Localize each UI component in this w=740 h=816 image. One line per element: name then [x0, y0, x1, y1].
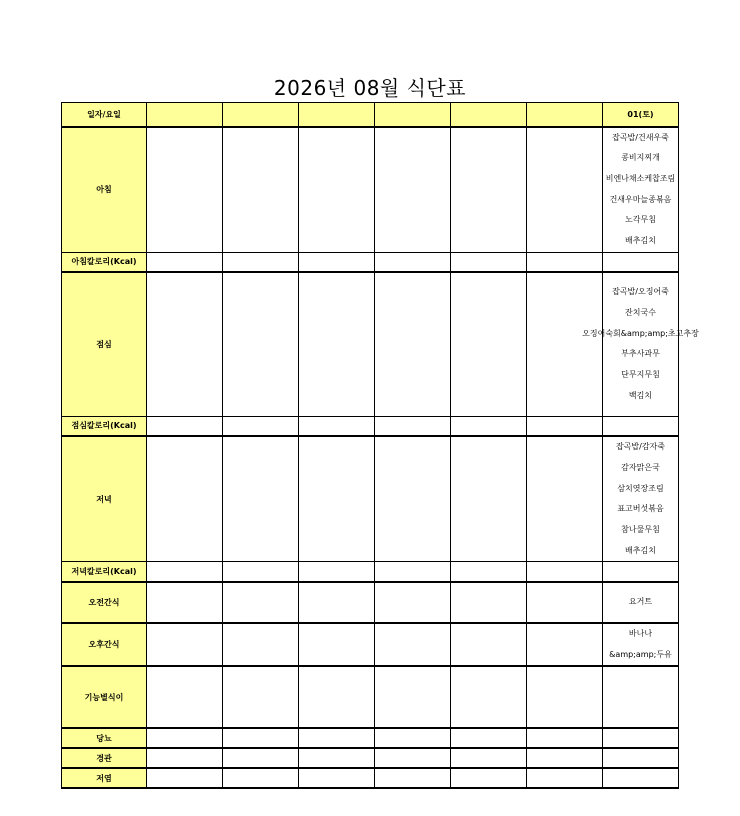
special-diet-label: 기능별식이 [62, 666, 147, 728]
lunch-kcal-label: 점심칼로리(Kcal) [62, 416, 147, 436]
header-label: 일자/요일 [62, 103, 147, 127]
am-snack-row [62, 582, 679, 623]
dinner-kcal-row [62, 562, 679, 582]
breakfast-kcal-label: 아침칼로리(Kcal) [62, 252, 147, 272]
menu-item: 건새우마늘종볶음 [609, 194, 672, 204]
menu-item: &amp;amp;두유 [609, 649, 672, 659]
menu-item: 삼치엿장조림 [617, 483, 664, 493]
diabetes-label: 당뇨 [62, 728, 147, 748]
menu-item: 감자맑은국 [621, 462, 660, 472]
day-header: 01(토) [603, 103, 679, 127]
lunch-label: 점심 [62, 272, 147, 416]
low-salt-row [62, 768, 679, 788]
menu-item: 부추사과무 [621, 349, 660, 359]
day-header [527, 103, 603, 127]
breakfast-label: 아침 [62, 127, 147, 253]
tube-feeding-label: 경관 [62, 748, 147, 768]
header-row [62, 103, 679, 127]
pm-snack-label: 오후간식 [62, 623, 147, 666]
page-title: 2026년 08월 식단표 [273, 76, 467, 100]
menu-item: 배추김치 [625, 545, 656, 555]
day-header [375, 103, 451, 127]
pm-snack-menu [603, 623, 679, 666]
breakfast-kcal-row [62, 252, 679, 272]
dinner-row [62, 436, 679, 562]
menu-item: 잡곡밥/오징어죽 [612, 287, 669, 297]
menu-item: 백김치 [628, 390, 653, 400]
lunch-kcal-row [62, 416, 679, 436]
lunch-row [62, 272, 679, 416]
tube-feeding-row [62, 748, 679, 768]
menu-item: 표고버섯볶음 [617, 504, 664, 514]
menu-item: 비엔나채소케찹조림 [605, 173, 676, 183]
am-snack-label: 오전간식 [62, 582, 147, 623]
menu-item: 잡곡밥/건새우죽 [612, 132, 669, 142]
menu-item: 잔치국수 [625, 308, 656, 318]
menu-item: 단무지무침 [621, 370, 660, 380]
am-snack-menu [603, 582, 679, 623]
dinner-menu [603, 436, 679, 562]
menu-item: 오징어숙회&amp;amp;초고추장 [582, 328, 699, 338]
day-header [223, 103, 299, 127]
day-header [299, 103, 375, 127]
menu-item: 콩비지찌개 [621, 153, 660, 163]
diabetes-row [62, 728, 679, 748]
breakfast-row [62, 127, 679, 253]
dinner-label: 저녁 [62, 436, 147, 562]
menu-item: 노각무침 [625, 215, 656, 225]
special-diet-row [62, 666, 679, 728]
day-header [451, 103, 527, 127]
menu-item: 배추김치 [625, 236, 656, 246]
pm-snack-row [62, 623, 679, 666]
day-header [147, 103, 223, 127]
menu-item: 바나나 [628, 628, 653, 638]
menu-item: 요거트 [628, 597, 653, 607]
low-salt-label: 저염 [62, 768, 147, 788]
meal-plan-table [61, 102, 699, 789]
lunch-menu [582, 272, 699, 416]
menu-item: 잡곡밥/감자죽 [615, 442, 666, 452]
dinner-kcal-label: 저녁칼로리(Kcal) [62, 562, 147, 582]
menu-item: 참나물무침 [621, 525, 660, 535]
breakfast-menu [603, 127, 679, 253]
